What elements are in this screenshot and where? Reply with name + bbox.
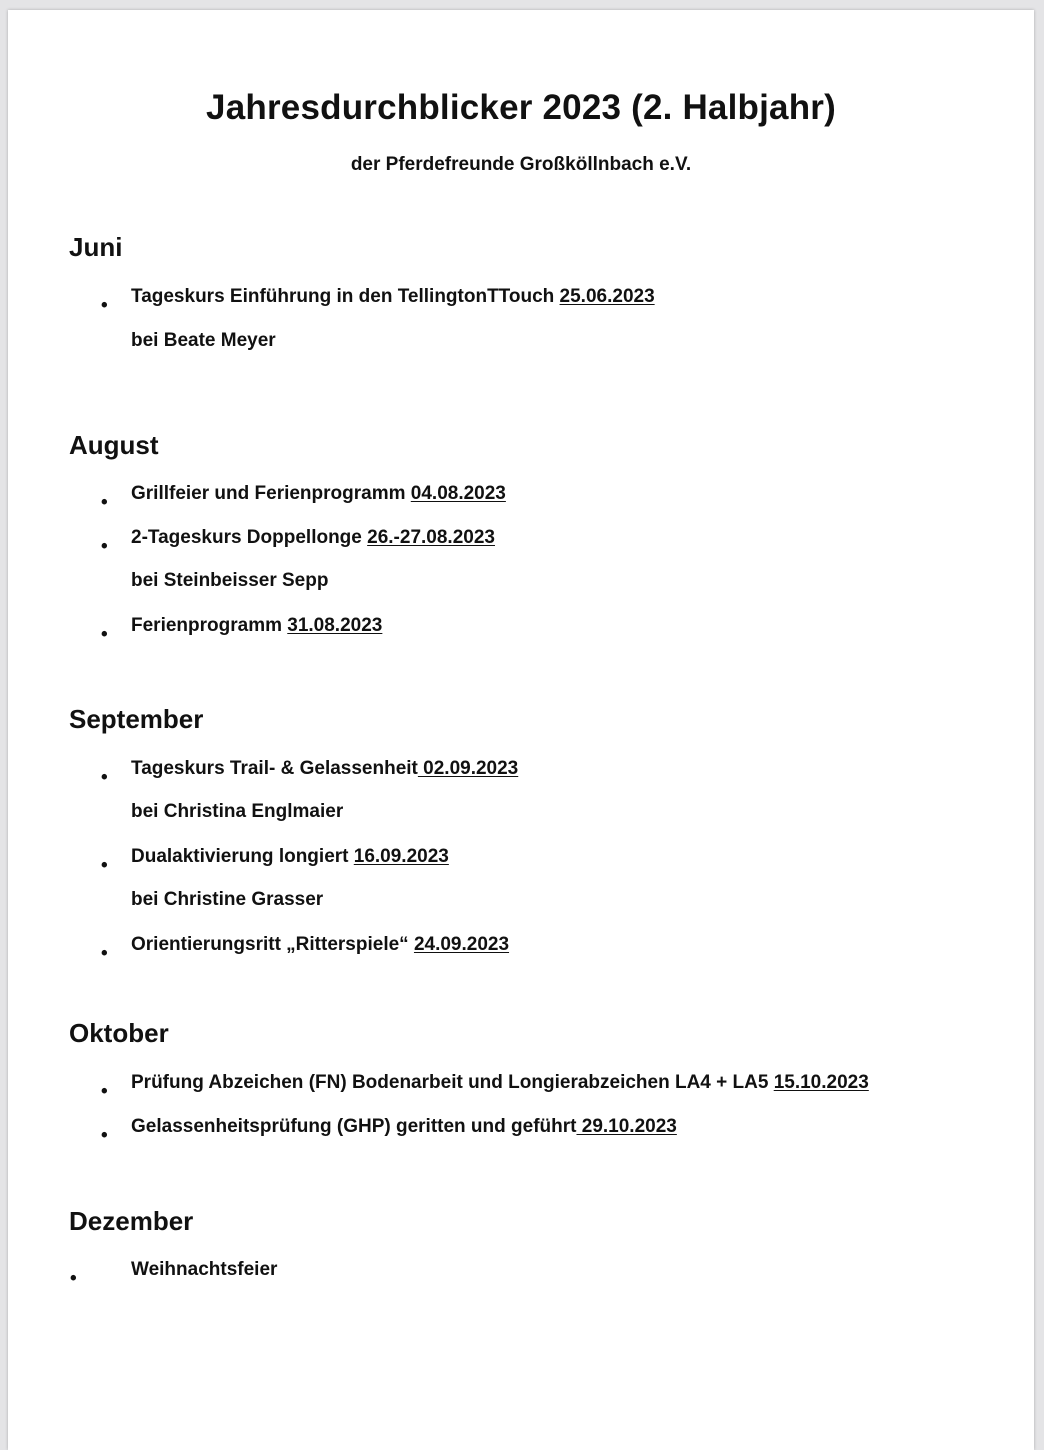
bullet-icon: • xyxy=(70,1268,77,1289)
bullet-icon: • xyxy=(101,1081,108,1102)
event-text: Gelassenheitsprüfung (GHP) geritten und geführt xyxy=(131,1116,577,1137)
event-text: Tageskurs Einführung in den TellingtonTTouch xyxy=(131,286,560,307)
event-text: Weihnachtsfeier xyxy=(131,1259,278,1280)
event-date: 15.10.2023 xyxy=(773,1072,869,1093)
event-item xyxy=(131,615,382,637)
event-date: 31.08.2023 xyxy=(287,615,383,636)
bullet-icon: • xyxy=(101,624,108,645)
event-text: Ferienprogramm xyxy=(131,615,288,636)
event-item xyxy=(131,1259,277,1281)
document-page xyxy=(8,10,1034,1450)
event-instructor: bei Beate Meyer xyxy=(131,330,276,351)
event-text: 2-Tageskurs Doppellonge xyxy=(131,527,368,548)
event-date: 25.06.2023 xyxy=(559,286,655,307)
event-instructor: bei Christine Grasser xyxy=(131,889,324,910)
event-text: Grillfeier und Ferienprogramm xyxy=(131,483,411,504)
event-item xyxy=(131,527,495,549)
event-date: 02.09.2023 xyxy=(417,758,519,779)
event-date: 04.08.2023 xyxy=(410,483,506,504)
event-item xyxy=(131,1072,869,1094)
event-item xyxy=(131,934,509,956)
event-date: 24.09.2023 xyxy=(413,934,510,955)
month-heading-oktober: Oktober xyxy=(69,1018,169,1048)
event-text: Dualaktivierung longiert xyxy=(131,846,354,867)
month-heading-juni: Juni xyxy=(69,232,123,262)
month-heading-august: August xyxy=(69,430,159,460)
month-heading-dezember: Dezember xyxy=(69,1206,194,1236)
bullet-icon: • xyxy=(101,855,108,876)
event-item xyxy=(131,758,518,780)
event-instructor: bei Christina Englmaier xyxy=(131,801,344,822)
bullet-icon: • xyxy=(101,767,108,788)
event-text: Tageskurs Trail- & Gelassenheit xyxy=(131,758,418,779)
event-date: 16.09.2023 xyxy=(353,846,449,867)
bullet-icon: • xyxy=(101,536,108,557)
event-text: Prüfung Abzeichen (FN) Bodenarbeit und Longierabzeichen LA4 + LA5 xyxy=(131,1072,774,1093)
event-item xyxy=(131,286,655,308)
document-subtitle: der Pferdefreunde Großköllnbach e.V. xyxy=(350,154,692,175)
event-date: 26.-27.08.2023 xyxy=(367,527,495,548)
bullet-icon: • xyxy=(101,1125,108,1146)
month-heading-september: September xyxy=(69,704,204,734)
event-text: Orientierungsritt „Ritterspiele“ xyxy=(131,934,414,955)
document-title: Jahresdurchblicker 2023 (2. Halbjahr) xyxy=(206,88,836,127)
bullet-icon: • xyxy=(101,295,108,316)
event-item xyxy=(131,483,506,505)
event-item xyxy=(131,846,449,868)
event-item xyxy=(131,1116,677,1138)
bullet-icon: • xyxy=(101,943,108,964)
event-instructor: bei Steinbeisser Sepp xyxy=(131,570,329,591)
bullet-icon: • xyxy=(101,492,108,513)
event-date: 29.10.2023 xyxy=(576,1116,677,1137)
